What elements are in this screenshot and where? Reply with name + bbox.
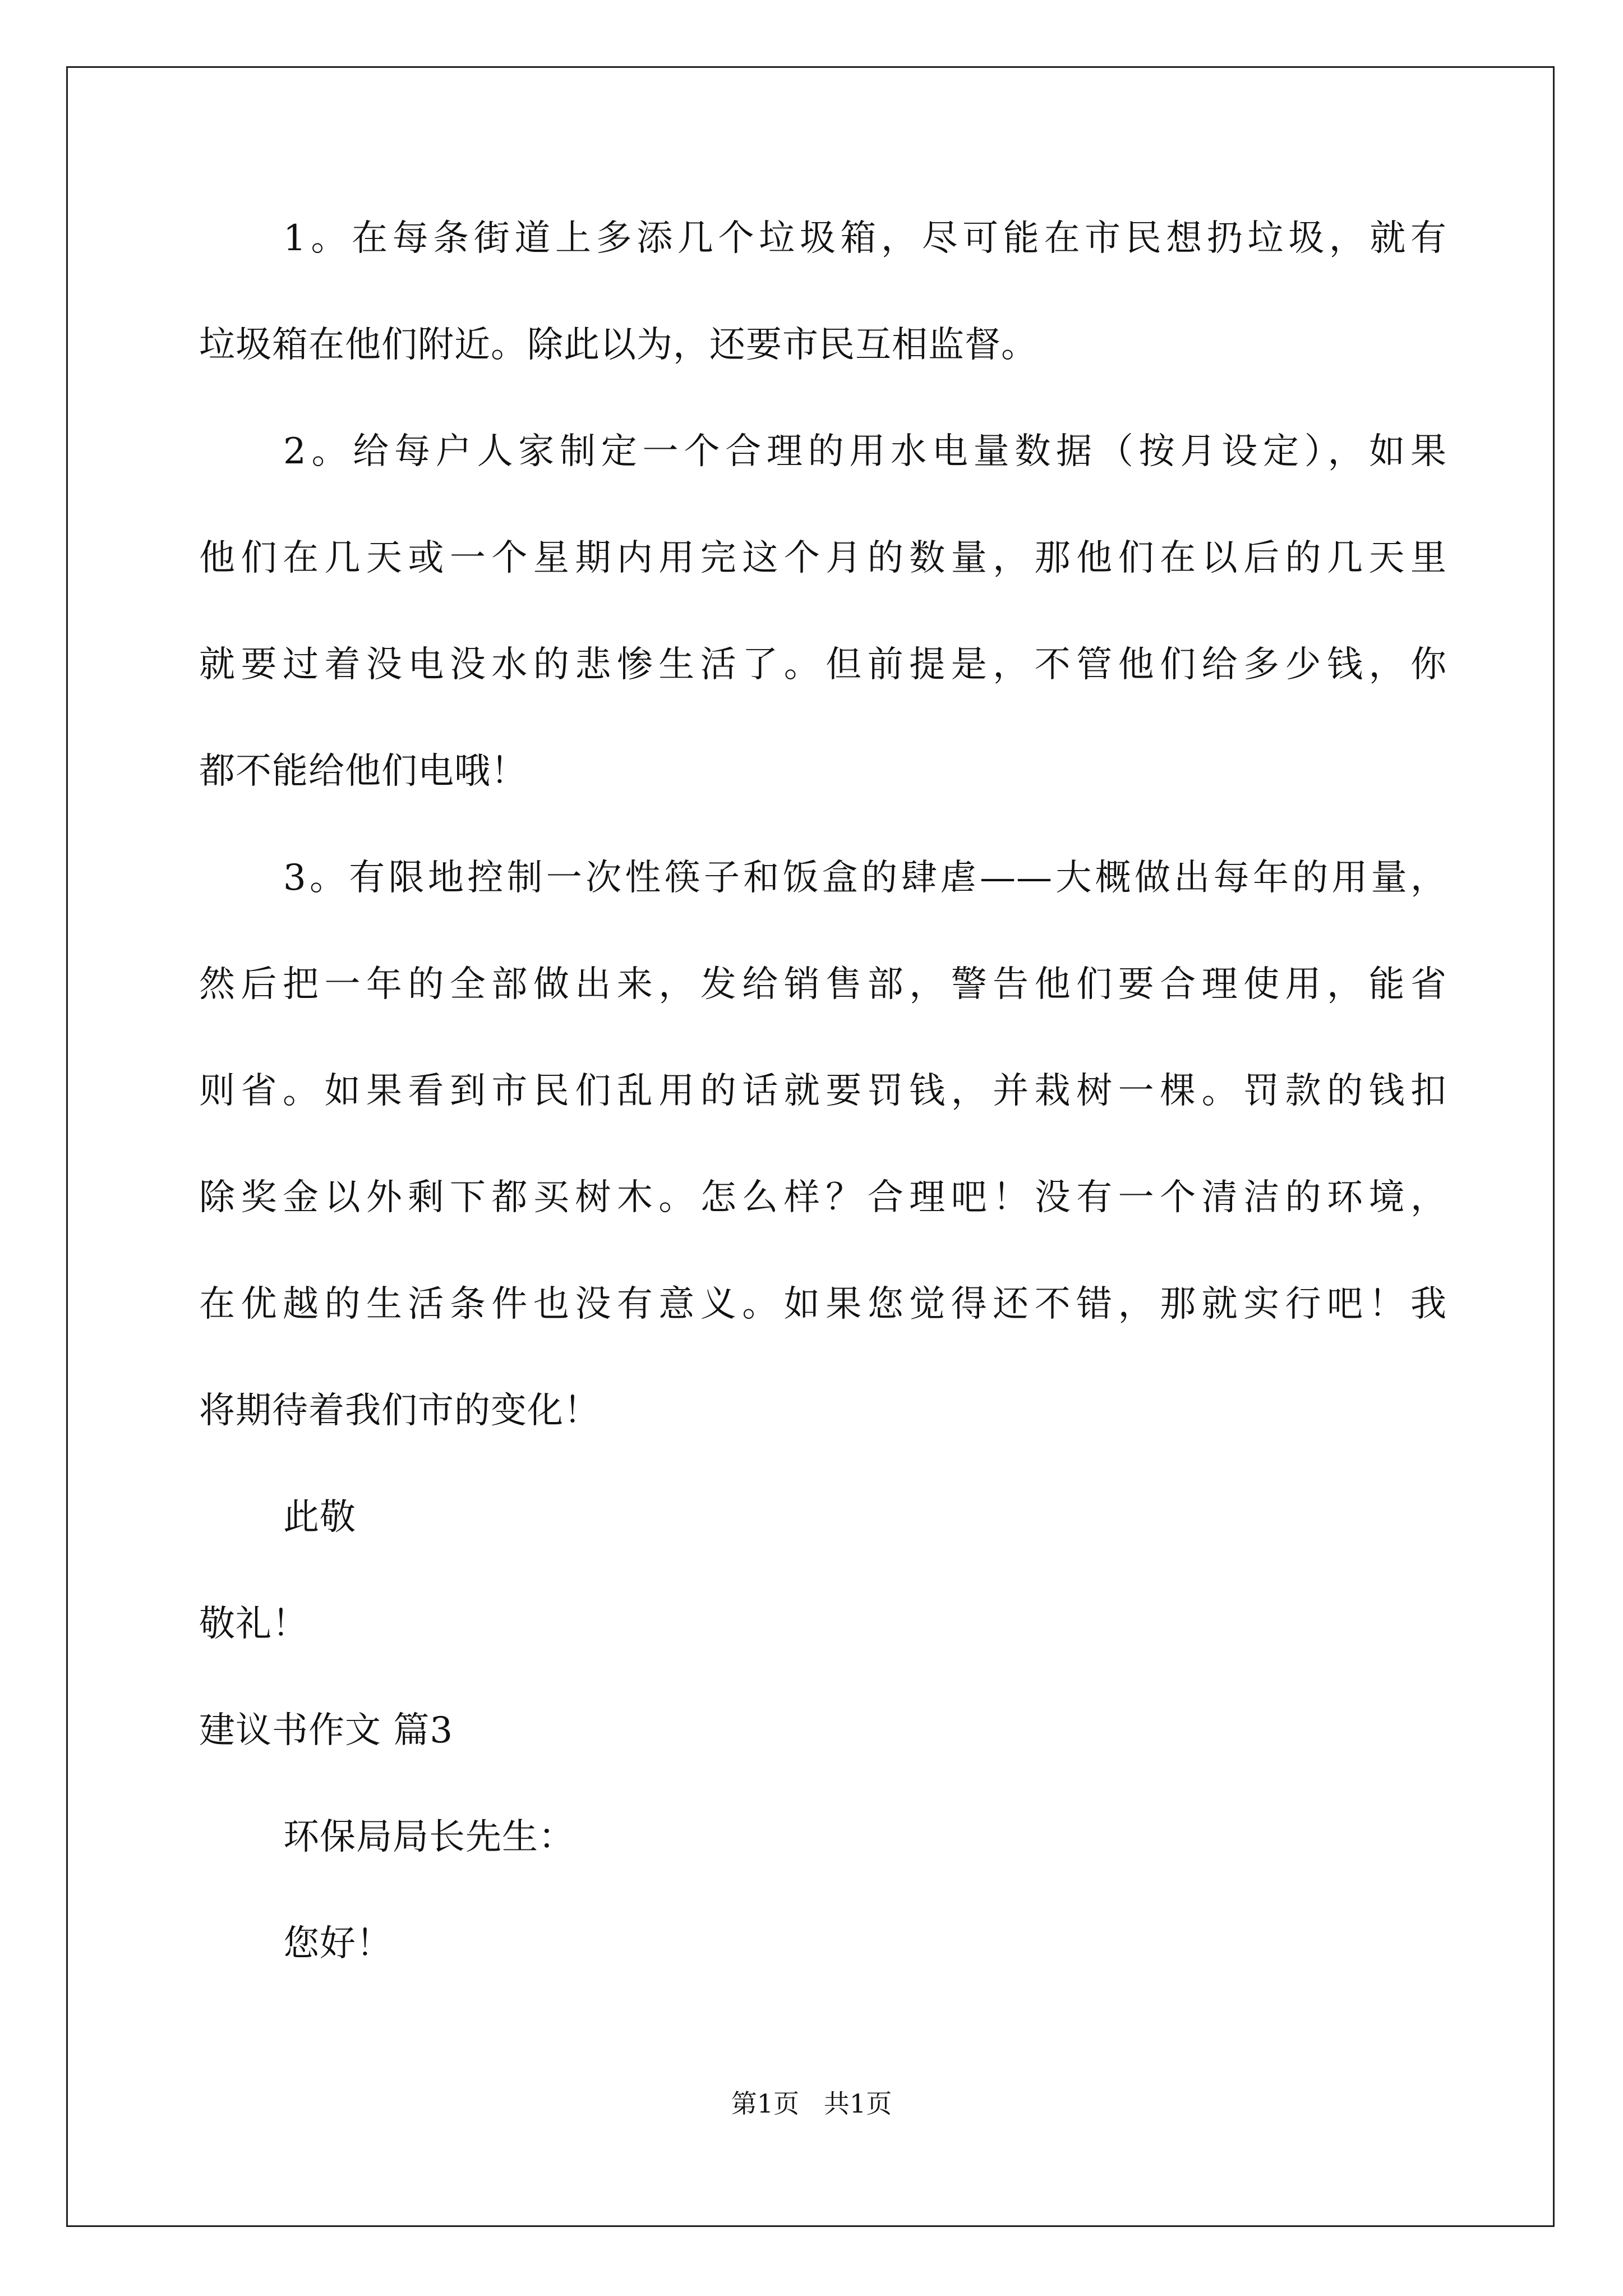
page-footer: 第1页 共1页 [731,2088,892,2119]
closing-line: 此敬 [283,1497,356,1538]
paragraph-2-line-3: 就要过着没电没水的悲惨生活了。但前提是，不管他们给多少钱，你 [199,644,1447,685]
paragraph-1-line-1: 1。在每条街道上多添几个垃圾箱，尽可能在市民想扔垃圾，就有 [283,218,1447,259]
paragraph-3-line-4: 除奖金以外剩下都买树木。怎么样？合理吧！没有一个清洁的环境， [199,1177,1447,1218]
page-border [66,66,1555,2227]
salutation-line: 敬礼！ [199,1603,308,1645]
paragraph-3-line-6: 将期待着我们市的变化！ [199,1390,600,1432]
greeting-line: 您好！ [283,1923,393,1964]
paragraph-3-line-1: 3。有限地控制一次性筷子和饭盒的肆虐——大概做出每年的用量， [283,857,1447,899]
paragraph-3-line-3: 则省。如果看到市民们乱用的话就要罚钱，并栽树一棵。罚款的钱扣 [199,1070,1447,1112]
paragraph-3-line-2: 然后把一年的全部做出来，发给销售部，警告他们要合理使用，能省 [199,964,1447,1005]
paragraph-3-line-5: 在优越的生活条件也没有意义。如果您觉得还不错，那就实行吧！我 [199,1283,1447,1325]
section-heading: 建议书作文 篇3 [199,1710,454,1751]
paragraph-2-line-1: 2。给每户人家制定一个合理的用水电量数据（按月设定），如果 [283,431,1447,472]
paragraph-2-line-2: 他们在几天或一个星期内用完这个月的数量，那他们在以后的几天里 [199,537,1447,579]
paragraph-2-line-4: 都不能给他们电哦！ [199,751,527,792]
addressee-line: 环保局局长先生： [283,1816,575,1858]
paragraph-1-line-2: 垃圾箱在他们附近。除此以为，还要市民互相监督。 [199,324,1038,366]
